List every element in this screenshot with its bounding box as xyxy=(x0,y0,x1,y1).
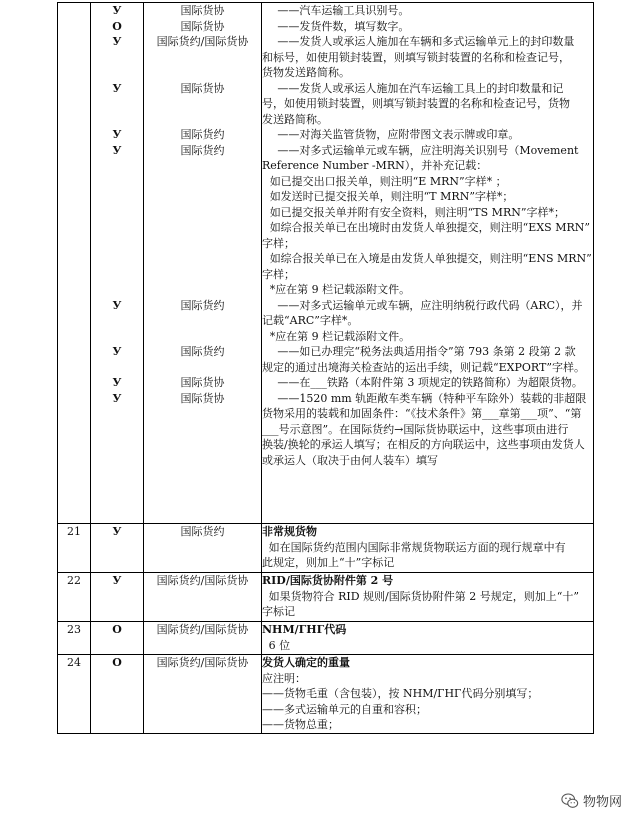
description-line: 字样； xyxy=(262,267,295,281)
description-line: 字样； xyxy=(262,236,295,250)
row-line: 应注明： xyxy=(262,671,306,685)
code-value xyxy=(91,236,143,252)
description-line: ——对多式运输单元或车辆，应注明海关识别号（Movement xyxy=(277,143,579,157)
row-scope: 国际货约 xyxy=(144,524,262,573)
code-value xyxy=(91,282,143,298)
description-line: 如综合报关单已在出境时由发货人单独提交，则注明“EXS MRN” xyxy=(269,221,590,234)
description-line: ——汽车运输工具识别号。 xyxy=(277,4,410,17)
scope-value: 国际货协 xyxy=(180,81,225,95)
row-number: 21 xyxy=(58,524,91,573)
description-line: ——如已办理完“税务法典适用指令”第 793 条第 2 段第 2 款 xyxy=(277,345,576,358)
description-line: 和标号，如使用锁封装置，则填写锁封装置的名称和检查记号， xyxy=(262,50,570,64)
description-line: 如已提交出口报关单，则注明“E MRN”字样* ； xyxy=(269,174,507,188)
row-line: 6 位 xyxy=(268,638,291,652)
description-line: ___号示意图”。在国际货约→国际货协联运中，这些事项由进行 xyxy=(262,422,569,436)
description-line: *应在第 9 栏记载添附文件。 xyxy=(269,329,411,343)
code-value xyxy=(91,267,143,283)
code-value: О xyxy=(112,19,122,33)
row-description xyxy=(262,573,594,622)
description-line: 换装/换轮的承运人填写；在相反的方向联运中，这些事项由发货人 xyxy=(262,438,585,451)
row-code: О xyxy=(91,622,144,655)
wechat-icon xyxy=(561,792,579,810)
description-line: Reference Number -MRN），并补充记载： xyxy=(262,159,488,172)
code-value: У xyxy=(112,35,122,48)
scope-value xyxy=(144,189,261,205)
scope-value xyxy=(144,96,261,112)
description-line: 货物发送路简称。 xyxy=(262,66,350,79)
scope-value xyxy=(144,112,261,128)
code-value xyxy=(91,220,143,236)
scope-value: 国际货约 xyxy=(180,298,225,312)
code-value: У xyxy=(112,376,122,389)
row-line: 如果货物符合 RID 规则/国际货协附件第 2 号规定，则加上“十” xyxy=(268,589,579,603)
description-line: ——发货人或承运人施加在汽车运输工具上的封印数量和记 xyxy=(277,81,564,95)
description-line: 规定的通过出境海关检查站的运出手续，则记载“EXPORT”字样。 xyxy=(262,360,585,374)
description-line: 发送路简称。 xyxy=(262,112,328,126)
scope-value xyxy=(144,205,261,221)
code-value: У xyxy=(112,298,122,312)
description-line: ——对多式运输单元或车辆，应注明纳税行政代码（ARC），并 xyxy=(277,298,583,312)
row-line: 如在国际货约范围内国际非常规货物联运方面的现行规章中有 xyxy=(268,540,566,554)
row-code: О xyxy=(91,655,144,734)
scope-value xyxy=(144,65,261,81)
code-value xyxy=(91,96,143,112)
watermark-text: 物物网 xyxy=(582,795,622,810)
row-line: 字标记 xyxy=(262,605,295,618)
scope-value xyxy=(144,360,261,376)
row-line: 此规定，则加上“十”字标记 xyxy=(262,556,395,569)
table-row-21 xyxy=(58,524,594,573)
row-line: ——多式运输单元的自重和容积； xyxy=(262,702,427,716)
scope-value xyxy=(144,329,261,345)
scope-value xyxy=(144,220,261,236)
watermark xyxy=(561,791,622,810)
row-code: У xyxy=(91,524,144,573)
row-description xyxy=(262,622,594,655)
row-scope: 国际货约/国际货协 xyxy=(144,622,262,655)
row-number: 23 xyxy=(58,622,91,655)
row-title: 非常规货物 xyxy=(262,525,317,538)
scope-value xyxy=(144,282,261,298)
row-title: NHM/ГНГ代码 xyxy=(262,623,347,636)
code-column xyxy=(91,3,144,524)
code-value xyxy=(91,205,143,221)
code-value xyxy=(91,158,143,174)
scope-value xyxy=(144,50,261,66)
scope-value xyxy=(144,251,261,267)
row-number: 22 xyxy=(58,573,91,622)
code-value: У xyxy=(112,345,122,358)
description-line: 如发送时已提交报关单，则注明“T MRN”字样*； xyxy=(269,190,514,203)
code-value xyxy=(91,329,143,345)
scope-value: 国际货协 xyxy=(180,19,225,33)
scope-column xyxy=(144,3,262,524)
scope-value xyxy=(144,267,261,283)
code-value xyxy=(91,189,143,205)
table-row-23 xyxy=(58,622,594,655)
scope-value xyxy=(144,158,261,174)
row-scope: 国际货约/国际货协 xyxy=(144,573,262,622)
row-number-cell xyxy=(58,3,91,524)
code-value xyxy=(91,251,143,267)
row-scope: 国际货约/国际货协 xyxy=(144,655,262,734)
row-title: 发货人确定的重量 xyxy=(262,656,350,669)
code-value: У xyxy=(112,391,122,405)
description-line: 或承运人（取决于由何人装车）填写 xyxy=(262,453,438,467)
code-value: У xyxy=(112,128,122,141)
scope-value: 国际货协 xyxy=(180,4,225,17)
description-line: 号，如使用锁封装置，则填写锁封装置的名称和检查记号，货物 xyxy=(262,97,570,110)
description-line: ——1520 mm 轨距敞车类车辆（特种平车除外）装载的非超限 xyxy=(277,391,587,405)
scope-value: 国际货协 xyxy=(180,391,225,405)
code-value: У xyxy=(112,143,122,157)
table-row-continued xyxy=(58,3,594,524)
description-line: ——在___铁路（本附件第 3 项规定的铁路简称）为超限货物。 xyxy=(277,376,583,389)
row-title: RID/国际货协附件第 2 号 xyxy=(262,574,394,587)
code-value xyxy=(91,65,143,81)
code-value xyxy=(91,360,143,376)
scope-value: 国际货约 xyxy=(180,128,225,141)
scope-value xyxy=(144,313,261,329)
code-value xyxy=(91,313,143,329)
row-line: ——货物毛重（含包装），按 NHM/ГНГ代码分别填写； xyxy=(262,687,539,700)
row-line: ——货物总重； xyxy=(262,718,339,731)
row-code: У xyxy=(91,573,144,622)
description-line: 如综合报关单已在入境是由发货人单独提交，则注明“ENS MRN” xyxy=(269,252,592,265)
code-value xyxy=(91,112,143,128)
description-line: *应在第 9 栏记载添附文件。 xyxy=(269,283,411,296)
row-number: 24 xyxy=(58,655,91,734)
row-description xyxy=(262,524,594,573)
code-value xyxy=(91,174,143,190)
row-description xyxy=(262,655,594,734)
description-line: 记载“ARC”字样*。 xyxy=(262,314,359,327)
scope-value: 国际货约 xyxy=(180,345,225,358)
table-row-22 xyxy=(58,573,594,622)
scope-value: 国际货约 xyxy=(180,143,225,157)
description-column xyxy=(262,3,594,524)
description-line: ——对海关监管货物，应附带图文表示牌或印章。 xyxy=(277,128,520,141)
scope-value xyxy=(144,236,261,252)
description-line: ——发货人或承运人施加在车辆和多式运输单元上的封印数量 xyxy=(277,35,575,48)
code-value: У xyxy=(112,81,122,95)
code-value: У xyxy=(112,4,122,17)
scope-value xyxy=(144,174,261,190)
waybill-rules-table xyxy=(57,2,594,734)
description-line: 如已提交报关单并附有安全资料，则注明“TS MRN”字样*； xyxy=(269,205,565,219)
description-line: ——发货件数，填写数字。 xyxy=(277,19,410,33)
code-value xyxy=(91,50,143,66)
description-line: 货物采用的装载和加固条件：“《技术条件》第___章第___项”、“第 xyxy=(262,407,582,420)
scope-value: 国际货协 xyxy=(180,376,225,389)
scope-value: 国际货约/国际货协 xyxy=(156,35,249,48)
table-row-24 xyxy=(58,655,594,734)
